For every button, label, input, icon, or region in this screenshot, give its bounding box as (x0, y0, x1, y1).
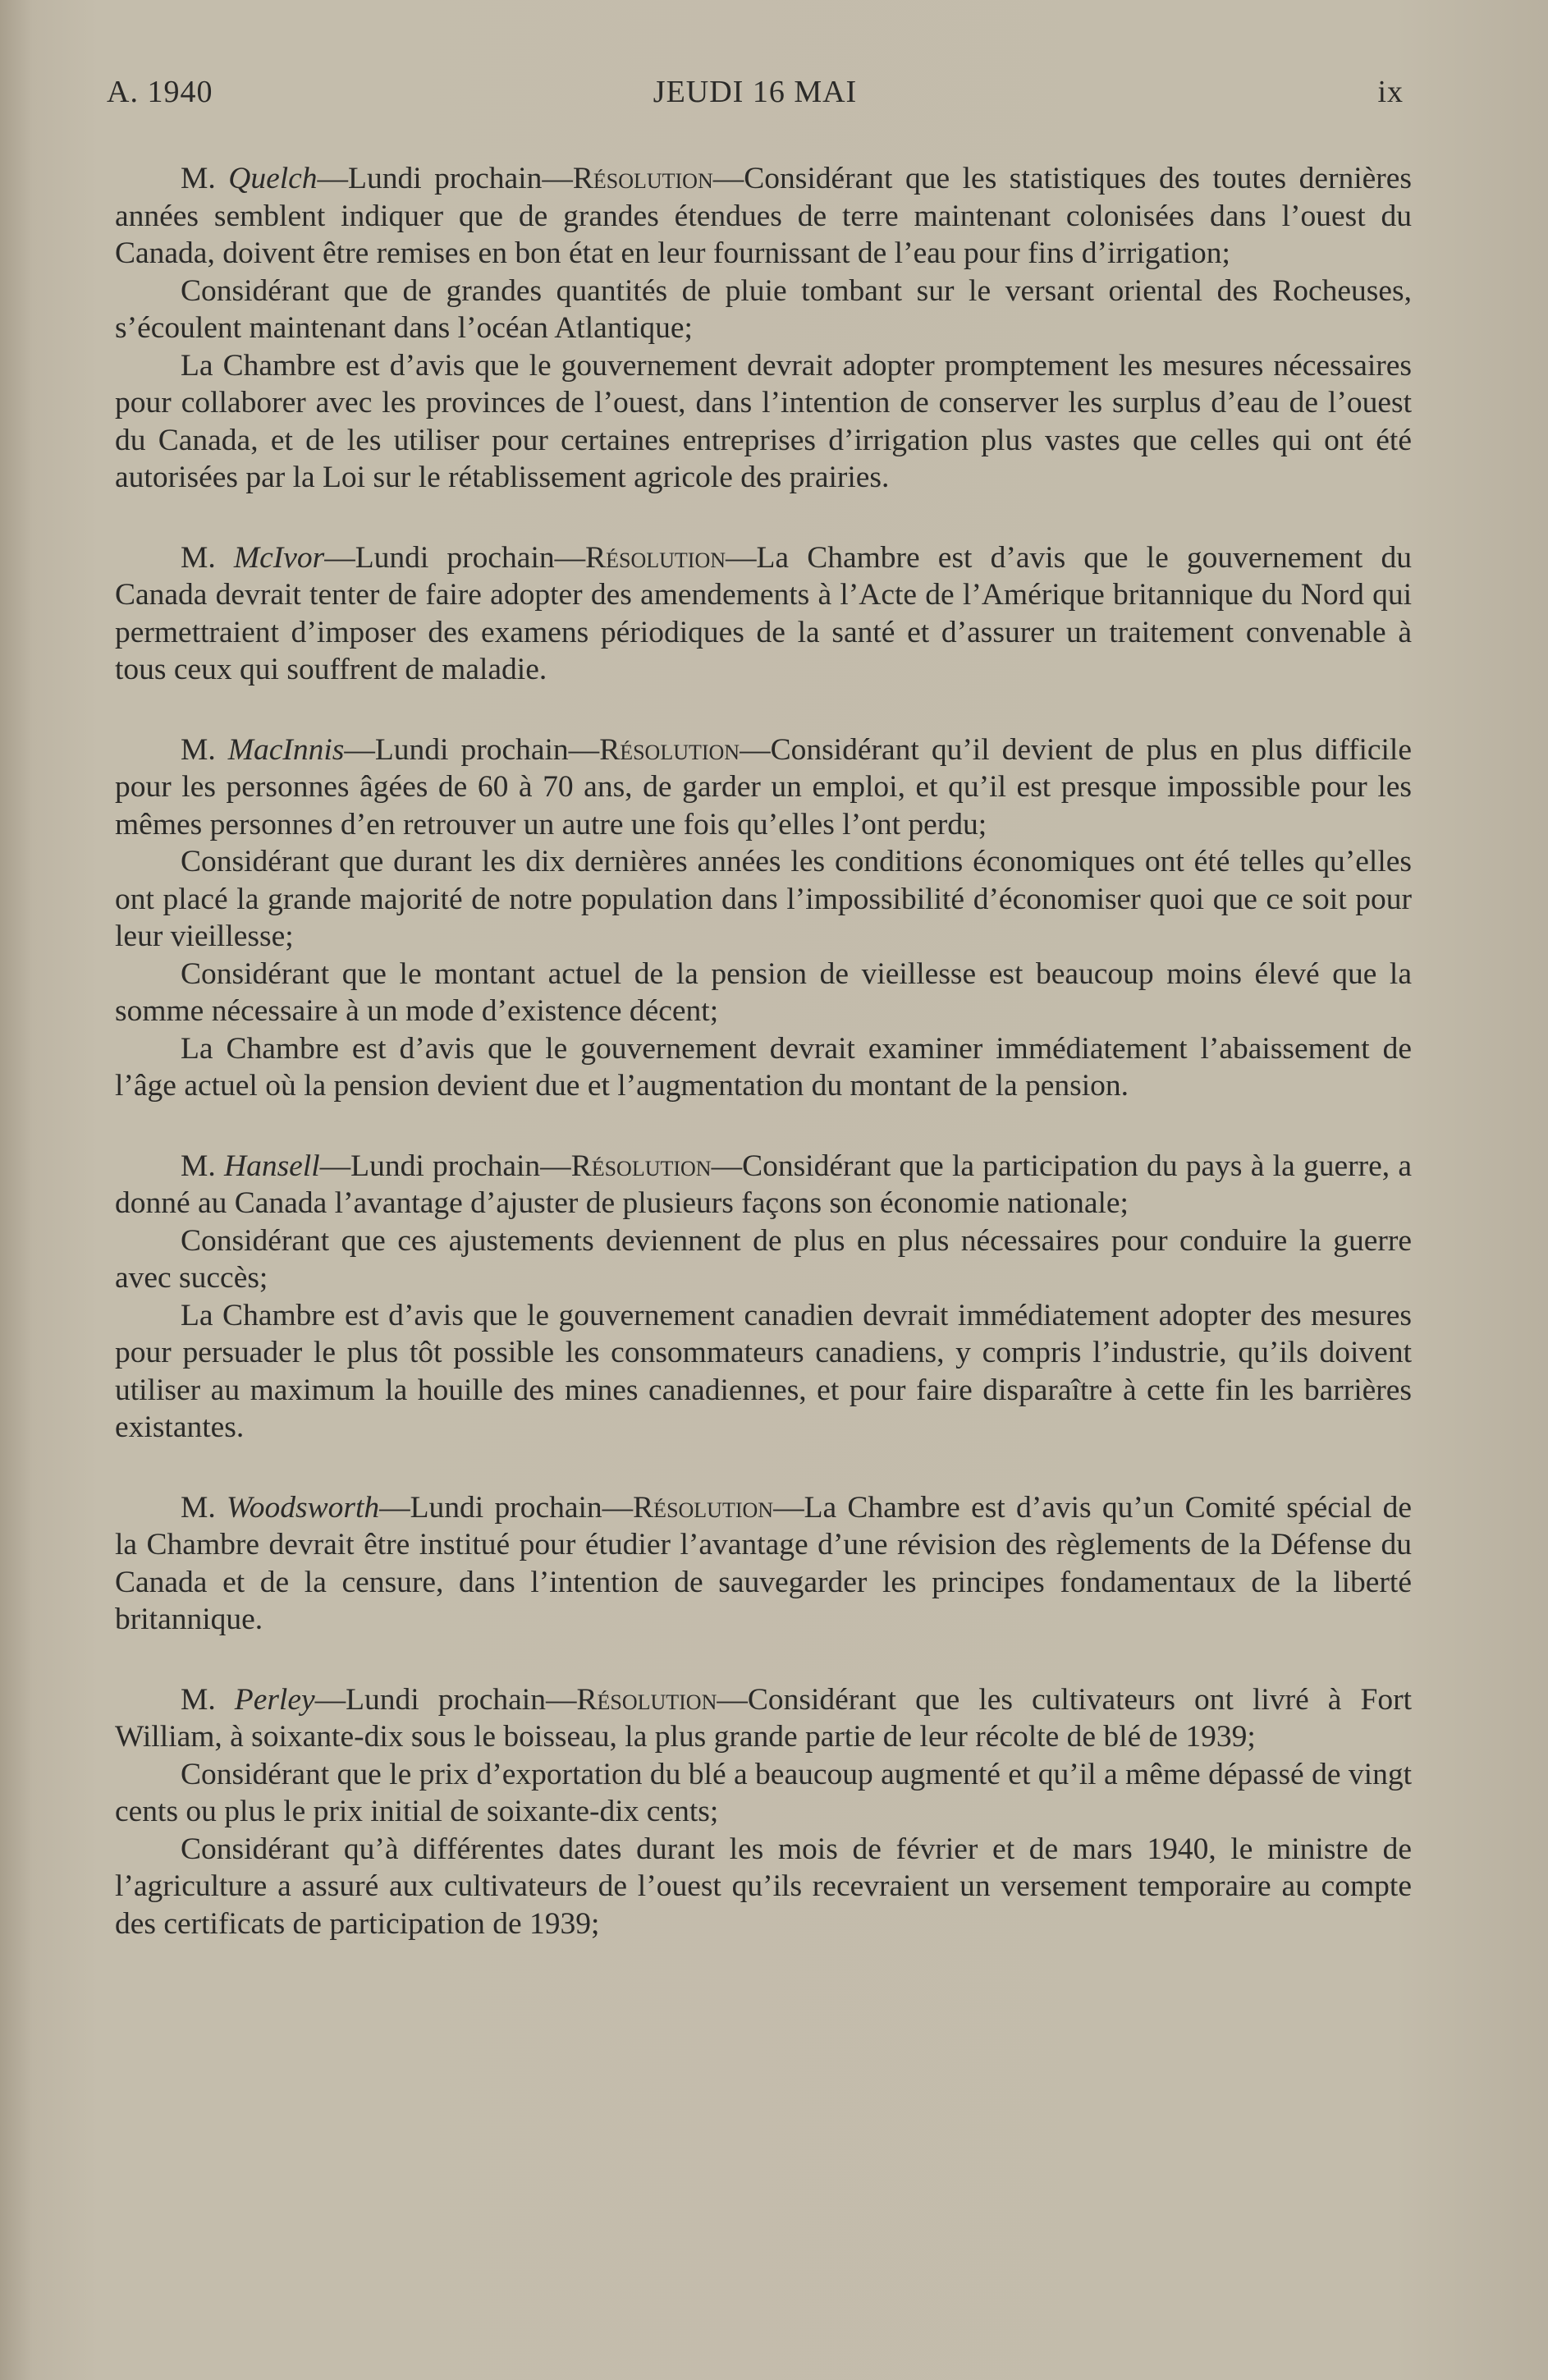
resolution-keyword: Résolution (572, 162, 713, 195)
motion-quelch (115, 160, 1412, 497)
motion-paragraph (115, 731, 1412, 844)
motion-prefix: M. (181, 1149, 224, 1183)
resolution-keyword: Résolution (570, 1149, 712, 1183)
motion-prefix: M. (181, 732, 228, 767)
motion-perley (115, 1681, 1412, 1943)
motion-mcivor (115, 539, 1412, 689)
speaker-name: Quelch (228, 162, 318, 195)
speaker-name: Woodsworth (226, 1490, 380, 1525)
motion-intro: —Lundi prochain— (319, 1149, 571, 1183)
resolution-keyword: Résolution (585, 540, 726, 575)
motion-intro: —Lundi prochain— (324, 540, 586, 575)
motion-paragraph (115, 160, 1412, 273)
motion-text: —La Chambre est d’avis qu’un Comité spécial de la Chambre devrait être institué pour étudier l’avantage d’une révision des règlements de la Défense du Canada et de la censure, dans l’intention de sauvegarder les principes fondamentaux de la liberté britannique. (115, 1490, 1413, 1636)
motion-hansell (115, 1148, 1412, 1447)
motion-paragraph: Considérant que de grandes quantités de pluie tombant sur le versant oriental des Rocheuses, s’écoulent maintenant dans l’océan Atlantique; (115, 273, 1412, 345)
motion-woodsworth (115, 1489, 1412, 1639)
motion-paragraph: La Chambre est d’avis que le gouvernement devrait adopter promptement les mesures nécessaires pour collaborer avec les provinces de l’ouest, dans l’intention de conserver les surplus d’eau de l’ouest du Canada, et de les utiliser pour certaines entreprises d’irrigation plus vastes que celles qui ont été autorisées par la Loi sur le rétablissement agricole des prairies. (115, 348, 1412, 494)
motion-paragraph: Considérant que durant les dix dernières années les conditions économiques ont été telles qu’elles ont placé la grande majorité de notre population dans l’impossibilité d’économiser quoi que ce soit pour leur vieillesse; (115, 845, 1412, 953)
motion-paragraph (115, 539, 1412, 689)
speaker-name: Hansell (223, 1149, 320, 1183)
header-year: A. 1940 (107, 75, 213, 109)
motion-intro: —Lundi prochain— (314, 1682, 577, 1717)
motion-paragraph (115, 1681, 1412, 1756)
motion-prefix: M. (181, 1682, 235, 1717)
header-date: JEUDI 16 MAI (653, 75, 858, 109)
header-page-number: ix (1377, 75, 1404, 109)
speaker-name: Perley (234, 1682, 315, 1717)
motion-text: —Considérant que la participation du pays à la guerre, a donné au Canada l’avantage d’ajuster de plusieurs façons son économie nationale; (115, 1149, 1413, 1220)
motion-intro: —Lundi prochain— (317, 162, 573, 195)
motion-paragraph: Considérant que ces ajustements deviennent de plus en plus nécessaires pour conduire la guerre avec succès; (115, 1223, 1412, 1295)
motion-prefix: M. (181, 1490, 227, 1525)
motion-paragraph (115, 1148, 1412, 1222)
motion-text: —La Chambre est d’avis que le gouvernement du Canada devrait tenter de faire adopter des amendements à l’Acte de l’Amérique britannique du Nord qui permettraient d’imposer des examens périodiques de la santé et d’assurer un traitement convenable à tous ceux qui souffrent de maladie. (115, 540, 1412, 686)
motion-paragraph: Considérant qu’à différentes dates durant les mois de février et de mars 1940, le ministre de l’agriculture a assuré aux cultivateurs de l’ouest qu’ils recevraient un versement temporaire au compte des certificats de participation de 1939; (115, 1832, 1412, 1941)
motion-paragraph: Considérant que le prix d’exportation du blé a beaucoup augmenté et qu’il a même dépassé de vingt cents ou plus le prix initial de soixante-dix cents; (115, 1757, 1412, 1828)
motion-paragraph: Considérant que le montant actuel de la pension de vieillesse est beaucoup moins élevé que la somme nécessaire à un mode d’existence décent; (115, 956, 1412, 1028)
motion-text: —Considérant que les statistiques des toutes dernières années semblent indiquer que de grandes étendues de terre maintenant colonisées dans l’ouest du Canada, doivent être remises en bon état en leur fournissant de l’eau pour fins d’irrigation; (115, 162, 1413, 270)
speaker-name: MacInnis (227, 732, 345, 767)
resolution-keyword: Résolution (599, 732, 740, 767)
motion-paragraph: La Chambre est d’avis que le gouvernement canadien devrait immédiatement adopter des mesures pour persuader le plus tôt possible les consommateurs canadiens, y compris l’industrie, qu’ils doivent utiliser au maximum la houille des mines canadiennes, et pour faire disparaître à cette fin les barrières existantes. (115, 1298, 1412, 1444)
page-body (115, 160, 1412, 1985)
motion-macinnis (115, 731, 1412, 1105)
motion-prefix: M. (181, 540, 234, 575)
motion-text: —Considérant qu’il devient de plus en plus difficile pour les personnes âgées de 60 à 70 ans, de garder un emploi, et qu’il est presque impossible pour les mêmes personnes d’en retrouver un autre une fois qu’elles l’ont perdu; (115, 732, 1412, 841)
motion-prefix: M. (181, 162, 229, 195)
speaker-name: McIvor (233, 540, 325, 575)
motion-paragraph: La Chambre est d’avis que le gouvernement devrait examiner immédiatement l’abaissement de l’âge actuel où la pension devient due et l’augmentation du montant de la pension. (115, 1031, 1412, 1103)
motion-text: —Considérant que les cultivateurs ont livré à Fort William, à soixante-dix sous le boisseau, la plus grande partie de leur récolte de blé de 1939; (115, 1682, 1412, 1754)
resolution-keyword: Résolution (576, 1682, 717, 1717)
motion-intro: —Lundi prochain— (379, 1490, 634, 1525)
motion-paragraph (115, 1489, 1412, 1639)
motion-intro: —Lundi prochain— (344, 732, 600, 767)
resolution-keyword: Résolution (633, 1490, 774, 1525)
